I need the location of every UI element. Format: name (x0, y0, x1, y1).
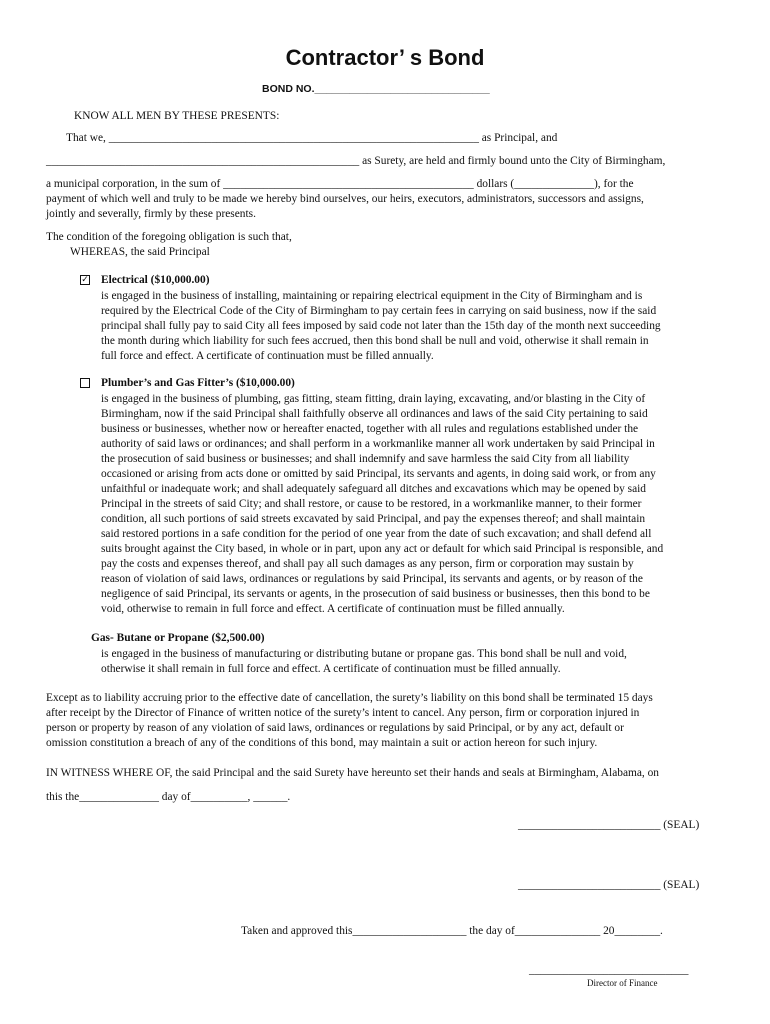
principal-line[interactable]: That we, _________________________________________________________________ as Principal, and (66, 132, 558, 144)
body-line: person or property by reason of any violation of said laws, ordinances or regulations by said Principal, or by any act, default or (46, 722, 624, 734)
body-line: negligence of said Principal, its servants or agents, in the prosecution of said business or businesses, then this bond to be (101, 588, 650, 600)
date-line[interactable]: this the______________ day of__________, ______. (46, 791, 291, 803)
condition-text: The condition of the foregoing obligation is such that, (46, 231, 292, 243)
body-line: said restored portions in a safe condition for the period of one year from the date of such excavation; and shall defend all (101, 528, 652, 540)
gas-heading: Gas- Butane or Propane ($2,500.00) (91, 632, 265, 644)
jointly-text: jointly and severally, firmly by these presents. (46, 208, 256, 220)
body-line: authority of said laws or ordinances; and shall perform in a workmanlike manner all work undertaken by said Principal in (101, 438, 655, 450)
director-signature-line[interactable]: ____________________________ (529, 964, 689, 976)
surety-line[interactable]: _______________________________________________________ as Surety, are held and firmly bound unto the City of Birmingham, (46, 155, 666, 167)
electrical-checkbox[interactable] (80, 275, 90, 285)
body-line: occasioned or arising from acts done or omitted by said Principal, its servants and agents, in doing said work, or from any (101, 468, 656, 480)
body-line: business or businesses, whether now or hereafter enacted, together with all rules and regulations established under the (101, 423, 639, 435)
plumber-checkbox[interactable] (80, 378, 90, 388)
approval-line[interactable]: Taken and approved this____________________ the day of_______________ 20________. (241, 925, 663, 937)
principal-seal-line[interactable]: _________________________ (SEAL) (518, 819, 700, 831)
body-line: required by the Electrical Code of the City of Birmingham to pay certain fees in carrying on said business, now if the said (101, 305, 657, 317)
plumber-heading: Plumber’s and Gas Fitter’s ($10,000.00) (101, 377, 295, 389)
payment-text: payment of which well and truly to be made we hereby bind ourselves, our heirs, executors, administrators, successors and assigns, (46, 193, 644, 205)
checkmark-icon: ✓ (81, 275, 89, 285)
body-line: otherwise it shall remain in full force and effect. A certificate of continuation must be filled annually. (101, 663, 561, 675)
amount-line[interactable]: a municipal corporation, in the sum of ____________________________________________ dollars (______________), for the (46, 178, 634, 190)
whereas-text: WHEREAS, the said Principal (70, 246, 210, 258)
body-line: reason of violation of said laws, ordinances or regulations by said Principal, its servants and agents, or by reason of the (101, 573, 643, 585)
body-line: principal shall fully pay to said City all fees imposed by said code not later than the 15th day of the month next succeeding (101, 320, 661, 332)
electrical-heading: Electrical ($10,000.00) (101, 274, 210, 286)
bond-number-field[interactable]: BOND NO.______________________________ (262, 83, 490, 95)
surety-seal-line[interactable]: _________________________ (SEAL) (518, 879, 700, 891)
body-line: suits brought against the City based, in whole or in part, upon any act or default for which said Principal is responsible, and (101, 543, 664, 555)
director-label: Director of Finance (587, 978, 658, 988)
body-line: the month during which liability for such fees accrued, then this bond shall be null and void, otherwise it shall remain in (101, 335, 649, 347)
plumber-body (101, 392, 709, 617)
body-line: is engaged in the business of installing, maintaining or repairing electrical equipment in the City of Birmingham and is (101, 290, 643, 302)
body-line: void, otherwise to remain in full force and effect. A certificate of continuation must be filled annually. (101, 603, 565, 615)
electrical-body (101, 289, 709, 364)
body-line: Principal in the streets of said City; and shall restore, or cause to be restored, in a workmanlike manner, to their former (101, 498, 642, 510)
body-line: pay the costs and expenses thereof, and shall pay all such damages as any person, firm or corporation may sustain by (101, 558, 634, 570)
body-line: the prosecution of said business or businesses; and shall indemnify and save harmless the said City from all liability (101, 453, 630, 465)
body-line: unfaithful or inadequate work; and shall adequately safeguard all ditches and excavations which may be opened by said (101, 483, 646, 495)
document-title: Contractor’ s Bond (285, 45, 485, 70)
body-line: full force and effect. A certificate of continuation must be filled annually. (101, 350, 434, 362)
body-line: Birmingham, now if the said Principal shall faithfully observe all ordinances and laws of the said City pertaining to said (101, 408, 648, 420)
body-line: after receipt by the Director of Finance of written notice of the surety’s intent to cancel. Any person, firm or corporation injured in (46, 707, 640, 719)
witness-text: IN WITNESS WHERE OF, the said Principal and the said Surety have hereunto set their hands and seals at Birmingham, Alabama, on (46, 767, 660, 779)
body-line: condition, all such portions of said streets excavated by said Principal, and pay the expenses thereof; and shall maintain (101, 513, 646, 525)
body-line: Except as to liability accruing prior to the effective date of cancellation, the surety’s liability on this bond shall be terminated 15 days (46, 692, 653, 704)
gas-body (101, 647, 709, 677)
body-line: is engaged in the business of plumbing, gas fitting, steam fitting, drain laying, excavating, and/or blasting in the City of (101, 393, 646, 405)
liability-paragraph (46, 691, 716, 751)
body-line: is engaged in the business of manufacturing or distributing butane or propane gas. This bond shall be null and void, (101, 648, 627, 660)
know-all-heading: KNOW ALL MEN BY THESE PRESENTS: (74, 110, 280, 122)
body-line: omission constitution a breach of any of the conditions of this bond, may maintain a suit or action hereon for such injury. (46, 737, 598, 749)
